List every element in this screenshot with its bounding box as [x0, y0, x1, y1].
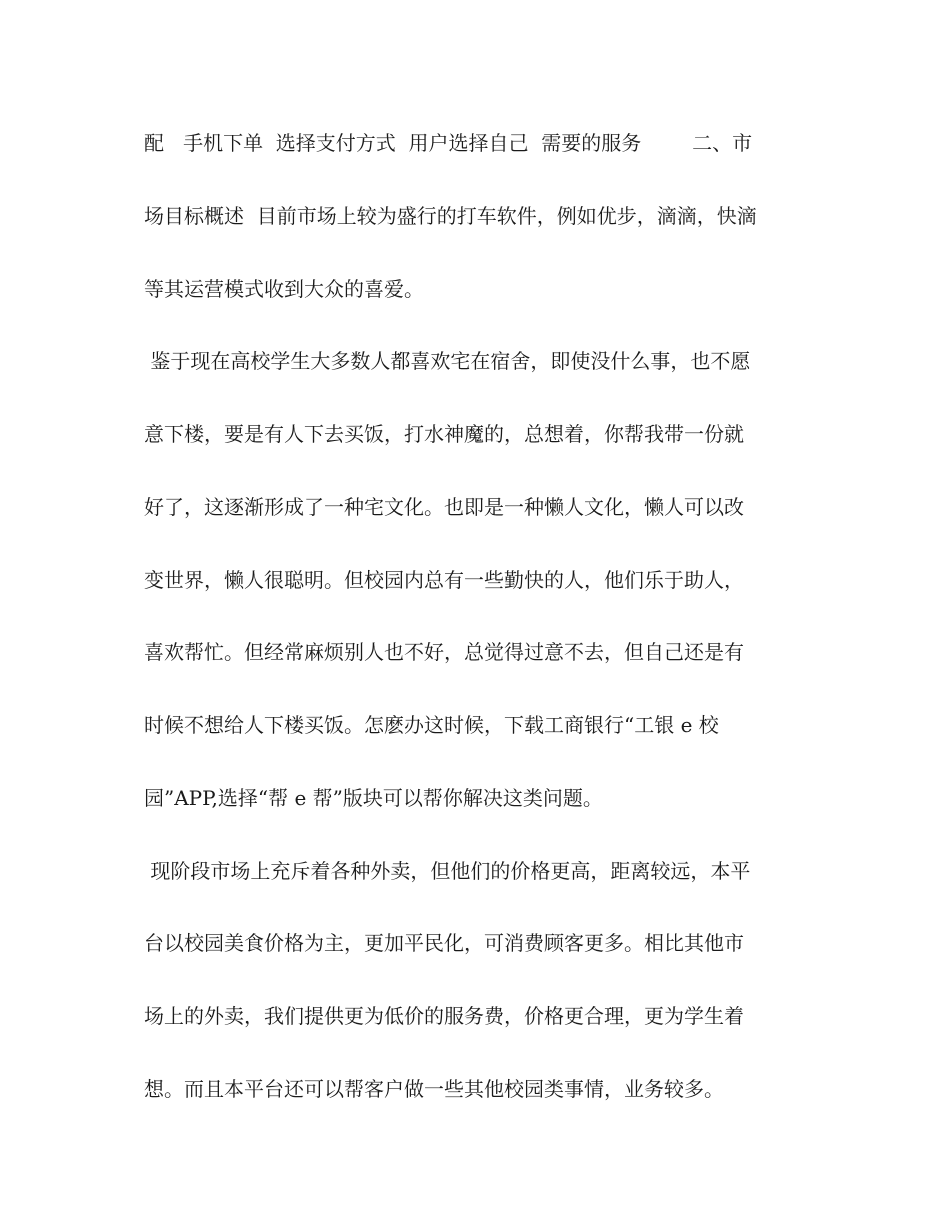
text-line-10: 园”APP,选择“帮 e 帮”版块可以帮你解决这类问题。 [144, 786, 603, 810]
text-line-2: 场目标概述 目前市场上较为盛行的打车软件，例如优步，滴滴，快滴 [144, 204, 757, 228]
text-line-1: 配 手机下单 选择支付方式 用户选择自己 需要的服务 二、市 [144, 131, 753, 155]
text-line-3: 等其运营模式收到大众的喜爱。 [144, 277, 424, 301]
text-line-13: 场上的外卖，我们提供更为低价的服务费，价格更合理，更为学生着 [144, 1004, 744, 1028]
text-line-12: 台以校园美食价格为主，更加平民化，可消费顾客更多。相比其他市 [144, 931, 744, 955]
text-line-9: 时候不想给人下楼买饭。怎麽办这时候，下载工商银行“工银 e 校 [144, 713, 719, 737]
text-line-5: 意下楼，要是有人下去买饭，打水神魔的，总想着，你帮我带一份就 [144, 422, 744, 446]
text-line-7: 变世界，懒人很聪明。但校园内总有一些勤快的人，他们乐于助人， [144, 568, 744, 592]
text-line-4: 鉴于现在高校学生大多数人都喜欢宅在宿舍，即使没什么事，也不愿 [144, 349, 751, 373]
text-line-11: 现阶段市场上充斥着各种外卖，但他们的价格更高，距离较远，本平 [144, 859, 751, 883]
text-line-8: 喜欢帮忙。但经常麻烦别人也不好，总觉得过意不去，但自己还是有 [144, 640, 744, 664]
text-line-14: 想。而且本平台还可以帮客户做一些其他校园类事情，业务较多。 [144, 1077, 724, 1101]
text-line-6: 好了，这逐渐形成了一种宅文化。也即是一种懒人文化，懒人可以改 [144, 495, 744, 519]
